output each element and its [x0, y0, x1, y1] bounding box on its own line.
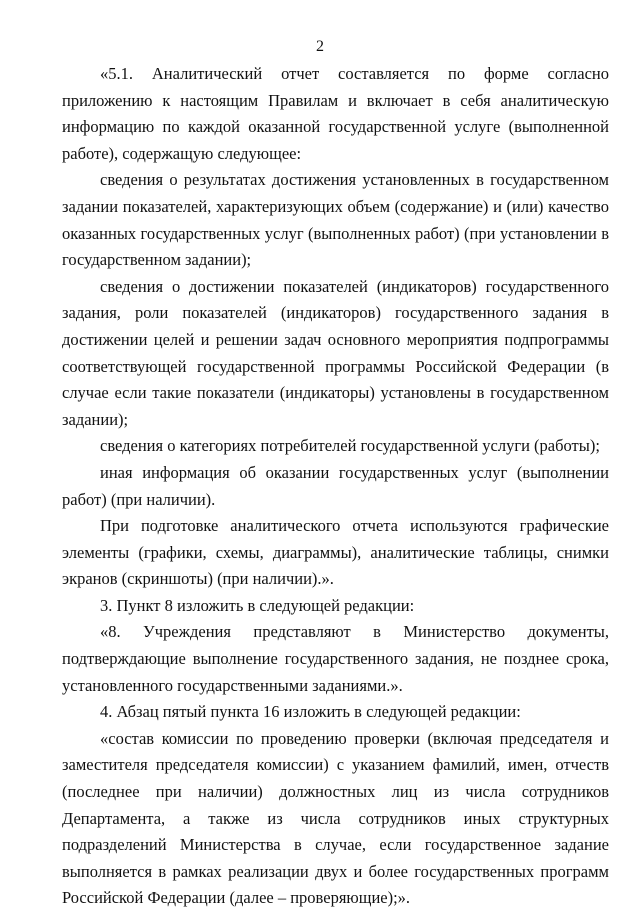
paragraph-results-info: сведения о результатах достижения установленных в государственном задании показателей, характеризующих объем (содержание) и (или) качество оказанных государственных услуг (выполненных работ) (при установлении в государственном задании); — [62, 170, 609, 270]
paragraph-item-4: 4. Абзац пятый пункта 16 изложить в следующей редакции: — [100, 702, 521, 722]
paragraph-graphic-elements: При подготовке аналитического отчета используются графические элементы (графики, схемы, диаграммы), аналитические таблицы, снимки экранов (скриншоты) (при наличии).». — [62, 516, 609, 589]
paragraph-item-3: 3. Пункт 8 изложить в следующей редакции: — [100, 595, 415, 615]
document-body — [62, 61, 609, 912]
paragraph-clause-8: «8. Учреждения представляют в Министерство документы, подтверждающие выполнение государственного задания, не позднее срока, установленного государственными заданиями.». — [62, 622, 609, 695]
paragraph-consumer-categories: сведения о категориях потребителей государственной услуги (работы); — [100, 436, 600, 456]
paragraph-other-info: иная информация об оказании государственных услуг (выполнении работ) (при наличии). — [62, 462, 609, 509]
paragraph-indicators-info: сведения о достижении показателей (индикаторов) государственного задания, роли показателей (индикаторов) государственного задания в достижении целей и решении задач основного мероприятия подпрограммы соответствующей государственной программы Российской Федерации (в случае если такие показатели (индикаторы) установлены в государственном задании); — [62, 276, 609, 429]
page-number: 2 — [316, 38, 324, 55]
paragraph-5-1: «5.1. Аналитический отчет составляется по форме согласно приложению к настоящим Правилам и включает в себя аналитическую информацию по каждой оказанной государственной услуге (выполненной работе), содержащую следующее: — [62, 64, 609, 163]
paragraph-commission-composition: «состав комиссии по проведению проверки (включая председателя и заместителя председателя комиссии) с указанием фамилий, имен, отчеств (последнее при наличии) должностных лиц из числа сотрудников Департамента, а также из числа сотрудников иных структурных подразделений Министерства в случае, если государственное задание выполняется в рамках реализации двух и более государственных программ Российской Федерации (далее – проверяющие);». — [62, 728, 609, 908]
